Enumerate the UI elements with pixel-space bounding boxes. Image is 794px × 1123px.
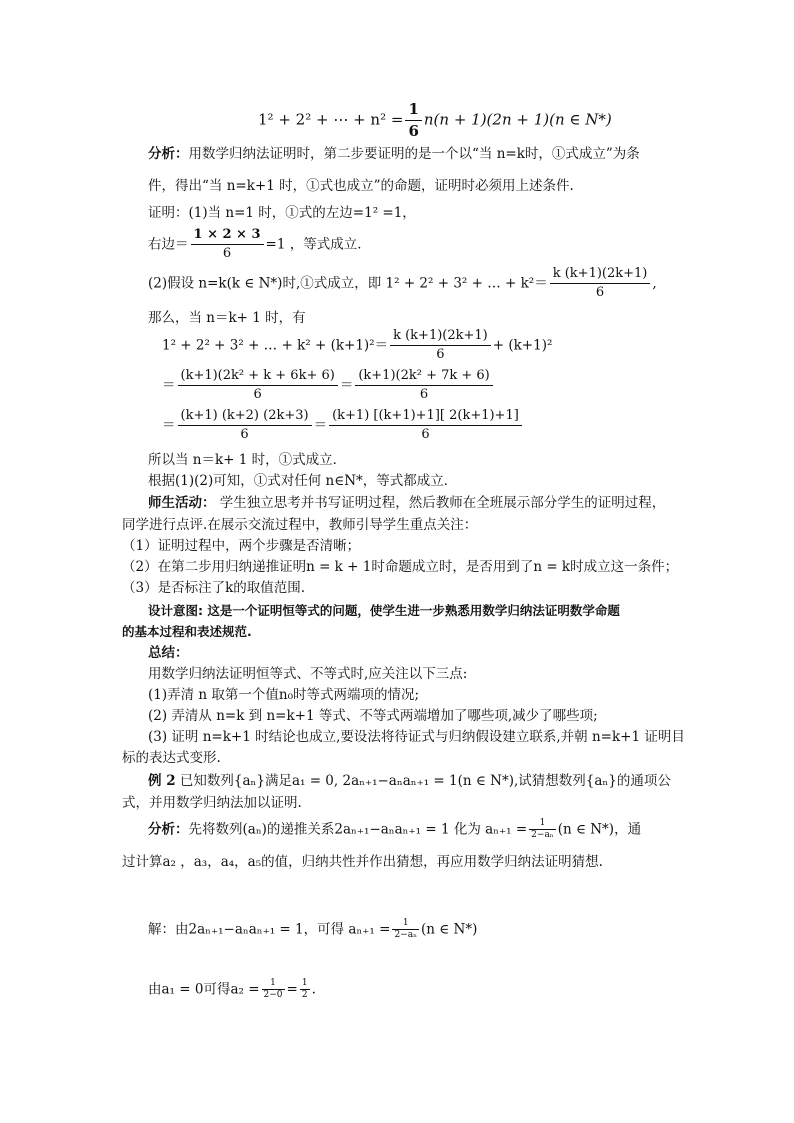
proof-hypothesis: (2)假设 n=k(k ∈ N*)时,①式成立，即 1² + 2² + 3² + … + k²＝ $\frac{k (k+1)(2k+1)}{6}$ ,: [148, 266, 657, 301]
analysis2-fraction: $\frac{1}{\text{2−aₙ}}$: [531, 818, 554, 841]
proof-right-side: 右边＝ $\frac{1 \times 2 \times 3}{6}$ =1 ，等式成立．: [148, 227, 371, 262]
solution-line2: 由a₁ = 0可得a₂ = $\frac{1}{2-0}$ = $\frac{1}{2}$ .: [148, 978, 316, 1001]
analysis-label: 分析：: [148, 146, 189, 162]
solution-fraction: $\frac{1}{\text{2−aₙ}}$: [394, 918, 417, 941]
analysis2-label: 分析：: [148, 821, 189, 838]
summary-label: 总结：: [148, 645, 189, 661]
proof-line1: 证明：(1)当 n=1 时，①式的左边=1² =1，: [148, 205, 416, 221]
example2-line2: 式，并用数学归纳法加以证明.: [122, 795, 302, 811]
activity-label: 师生活动：: [148, 495, 216, 511]
example2-label: 例 2: [148, 773, 176, 789]
proof-expansion-2: ＝ $\frac{(k+1) (k+2) (2k+3)}{6}$ ＝ $\frac{(k+1) [(k+1)+1][ 2(k+1)+1]}{6}$: [162, 408, 524, 444]
top-formula-fraction: $\frac{1}{6}$: [405, 100, 421, 141]
expansion-fraction-2: $\frac{\text{(k+1)(2k² + 7k + 6)}}{6}$: [355, 368, 492, 404]
design-line2: 的基本过程和表述规范.: [122, 624, 252, 639]
solution-line1: 解：由2aₙ₊₁−aₙaₙ₊₁ = 1，可得 aₙ₊₁ = $\frac{1}{\text{2−aₙ}}$ (n ∈ N*): [148, 918, 478, 941]
analysis-paragraph-line2: 件，得出“当 n=k+1 时，①式也成立”的命题，证明时必须用上述条件.: [148, 178, 574, 194]
summary-line3: (2) 弄清从 n=k 到 n=k+1 等式、不等式两端增加了哪些项,减少了哪些项;: [148, 708, 598, 724]
summary-line5: 标的表达式变形.: [122, 750, 221, 766]
design-label: 设计意图:: [148, 603, 203, 618]
analysis-paragraph-line1: 分析：用数学归纳法证明时，第二步要证明的是一个以“当 n=k时，①式成立”为条: [148, 146, 640, 162]
solution-fraction-half: $\frac{1}{2}$: [301, 978, 308, 1001]
proof-final: 根据(1)(2)可知，①式对任何 n∈N*，等式都成立．: [148, 473, 458, 489]
hypothesis-fraction: $\frac{k (k+1)(2k+1)}{6}$: [550, 266, 651, 302]
proof-conclusion: 所以当 n＝k+ 1 时，①式成立．: [148, 452, 347, 468]
top-formula-lhs: 1² + 2² + ⋯ + n² =: [258, 110, 404, 129]
expansion-fraction-4: $\frac{(k+1) [(k+1)+1][ 2(k+1)+1]}{6}$: [329, 408, 522, 444]
activity-item1: （1）证明过程中，两个步骤是否清晰；: [122, 538, 361, 554]
proof-induction-step: 1² + 2² + 3² + … + k² + (k+1)²＝ $\frac{k (k+1)(2k+1)}{6}$ + (k+1)²: [162, 328, 553, 363]
example2-line1: 例 2 已知数列{aₙ}满足a₁ = 0, 2aₙ₊₁−aₙaₙ₊₁ = 1(n ∈ N*),试猜想数列{aₙ}的通项公: [148, 773, 671, 789]
expansion-fraction-1: $\frac{\text{(k+1)(2k² + k + 6k+ 6)}}{6}$: [178, 368, 338, 404]
activity-item2: （2）在第二步用归纳递推证明n = k + 1时命题成立时，是否用到了n = k时成立这一条件；: [122, 559, 679, 575]
analysis2-line2: 过计算a₂ ，a₃，a₄，a₅的值，归纳共性并作出猜想，再应用数学归纳法证明猜想.: [122, 854, 603, 870]
summary-line2: (1)弄清 n 取第一个值n₀时等式两端项的情况;: [148, 687, 420, 703]
proof-expansion-1: ＝ $\frac{\text{(k+1)(2k² + k + 6k+ 6)}}{6}$ ＝ $\frac{\text{(k+1)(2k² + 7k + 6)}}{6}$: [162, 368, 495, 404]
activity-item3: （3）是否标注了k的取值范围.: [122, 580, 306, 596]
proof-then-line: 那么，当 n＝k+ 1 时，有: [148, 310, 306, 326]
top-formula-rhs: n(n + 1)(2n + 1)(n ∈ N*): [423, 110, 612, 129]
analysis2-line1: 分析：先将数列(aₙ)的递推关系2aₙ₊₁−aₙaₙ₊₁ = 1 化为 aₙ₊₁ = $\frac{1}{\text{2−aₙ}}$ (n ∈ N*)，通: [148, 818, 642, 841]
expansion-fraction-3: $\frac{(k+1) (k+2) (2k+3)}{6}$: [178, 408, 312, 444]
activity-line1: 师生活动： 学生独立思考并书写证明过程，然后教师在全班展示部分学生的证明过程，: [148, 495, 666, 511]
summary-line4: (3) 证明 n=k+1 时结论也成立,要设法将待证式与归纳假设建立联系,并朝 n=k+1 证明目: [148, 729, 685, 745]
induction-fraction: $\frac{k (k+1)(2k+1)}{6}$: [390, 328, 491, 364]
activity-line2: 同学进行点评.在展示交流过程中，教师引导学生重点关注：: [122, 517, 478, 533]
design-line1: 设计意图: 这是一个证明恒等式的问题，使学生进一步熟悉用数学归纳法证明数学命题: [148, 603, 620, 618]
proof-right-fraction: $\frac{1 \times 2 \times 3}{6}$: [191, 227, 264, 263]
summary-line1: 用数学归纳法证明恒等式、不等式时,应关注以下三点:: [148, 666, 468, 682]
solution-fraction-a2: $\frac{1}{2-0}$: [263, 978, 283, 1001]
top-formula: [258, 100, 612, 141]
